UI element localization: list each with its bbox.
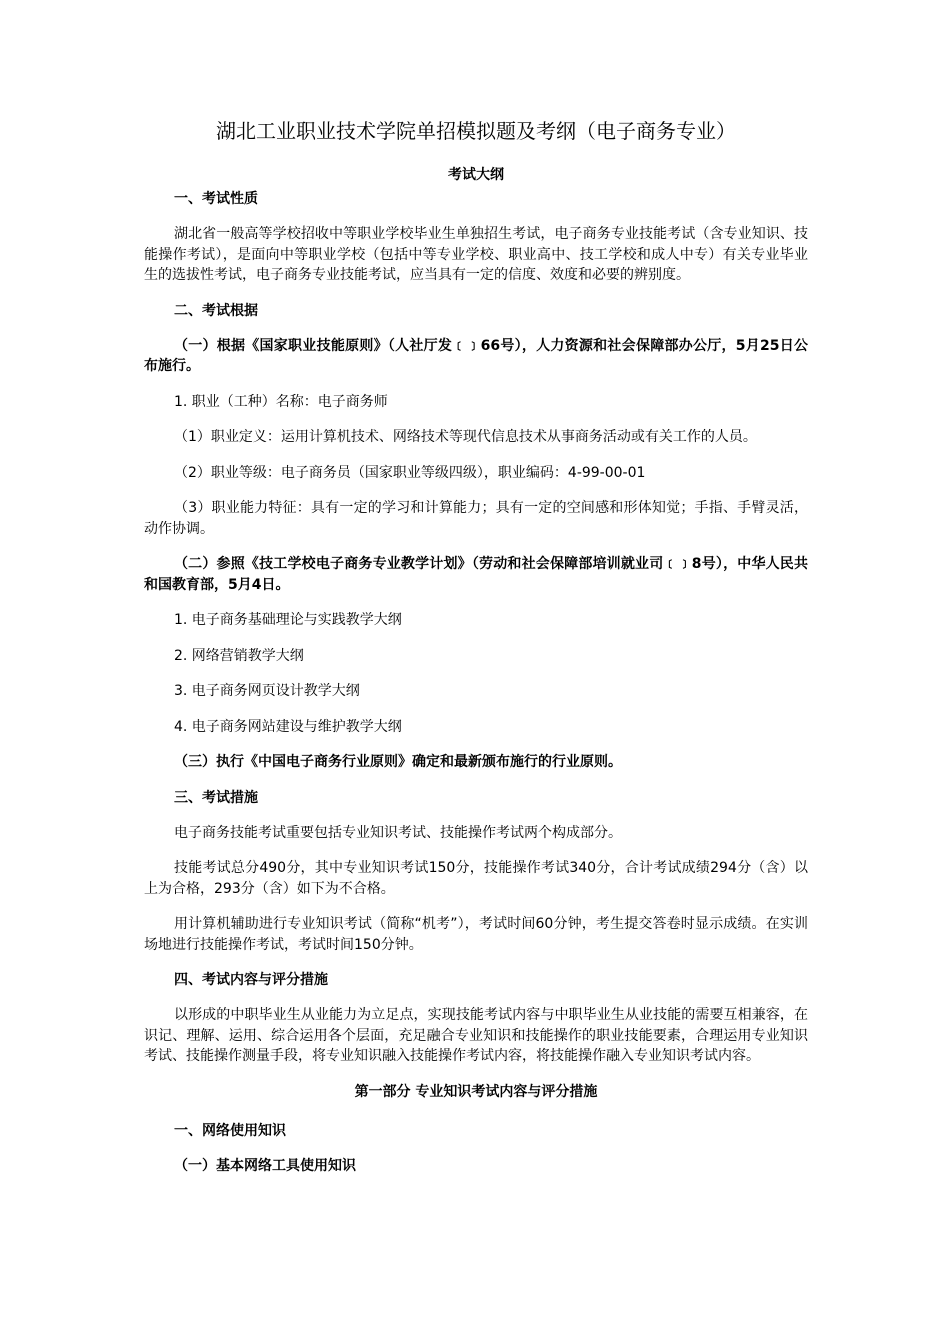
part-1-subheading-1: （一）基本网络工具使用知识 [174,1157,356,1174]
part-1-section-1-heading: 一、网络使用知识 [174,1122,286,1139]
occupation-level: （2）职业等级：电子商务员（国家职业等级四级），职业编码：4-99-00-01 [174,464,646,481]
section-3-heading: 三、考试措施 [174,789,258,806]
section-3-paragraph-1: 电子商务技能考试重要包括专业知识考试、技能操作考试两个构成部分。 [174,824,622,841]
section-2-subheading-3: （三）执行《中国电子商务行业原则》确定和最新颁布施行的行业原则。 [174,754,622,770]
section-3-paragraph-2: 技能考试总分490分，其中专业知识考试150分，技能操作考试340分，合计考试成绩294分（含）以上为合格，293分（含）如下为不合格。 [144,860,808,897]
syllabus-item: 4. 电子商务网站建设与维护教学大纲 [174,718,402,735]
subtitle: 考试大纲 [448,167,504,183]
syllabus-item: 1. 电子商务基础理论与实践教学大纲 [174,612,402,628]
section-2-subheading-2: （二）参照《技工学校电子商务专业教学计划》（劳动和社会保障部培训就业司﹝﹞8号），中华人民共和国教育部，5月4日。 [144,556,808,593]
section-4-heading: 四、考试内容与评分措施 [174,972,328,988]
document-body [144,117,808,1176]
occupation-ability: （3）职业能力特征：具有一定的学习和计算能力；具有一定的空间感和形体知觉；手指、手臂灵活，动作协调。 [144,500,808,537]
syllabus-item: 3. 电子商务网页设计教学大纲 [174,683,360,699]
section-3-paragraph-3: 用计算机辅助进行专业知识考试（简称“机考”），考试时间60分钟，考生提交答卷时显示成绩。在实训场地进行技能操作考试，考试时间150分钟。 [144,916,808,953]
section-2-heading: 二、考试根据 [174,302,258,319]
syllabus-item: 2. 网络营销教学大纲 [174,647,304,664]
occupation-definition: （1）职业定义：运用计算机技术、网络技术等现代信息技术从事商务活动或有关工作的人员。 [174,429,757,445]
occupation-name: 1. 职业（工种）名称：电子商务师 [174,393,388,410]
section-4-paragraph: 以形成的中职毕业生从业能力为立足点，实现技能考试内容与中职毕业生从业技能的需要互相兼容，在识记、理解、运用、综合运用各个层面，充足融合专业知识和技能操作的职业技能要素，合理运用专业知识考试、技能操作测量手段，将专业知识融入技能操作考试内容，将技能操作融入专业知识考试内容。 [144,1007,808,1064]
document-title: 湖北工业职业技术学院单招模拟题及考纲（电子商务专业） [216,119,736,143]
section-1-heading: 一、考试性质 [174,191,258,207]
section-1-paragraph: 湖北省一般高等学校招收中等职业学校毕业生单独招生考试，电子商务专业技能考试（含专业知识、技能操作考试），是面向中等职业学校（包括中等专业学校、职业高中、技工学校和成人中专）有关专业毕业生的选拔性考试，电子商务专业技能考试，应当具有一定的信度、效度和必要的辨别度。 [144,226,808,283]
section-2-subheading-1: （一）根据《国家职业技能原则》（人社厅发﹝﹞66号），人力资源和社会保障部办公厅，5月25日公布施行。 [144,337,808,374]
part-1-heading: 第一部分 专业知识考试内容与评分措施 [354,1083,598,1100]
